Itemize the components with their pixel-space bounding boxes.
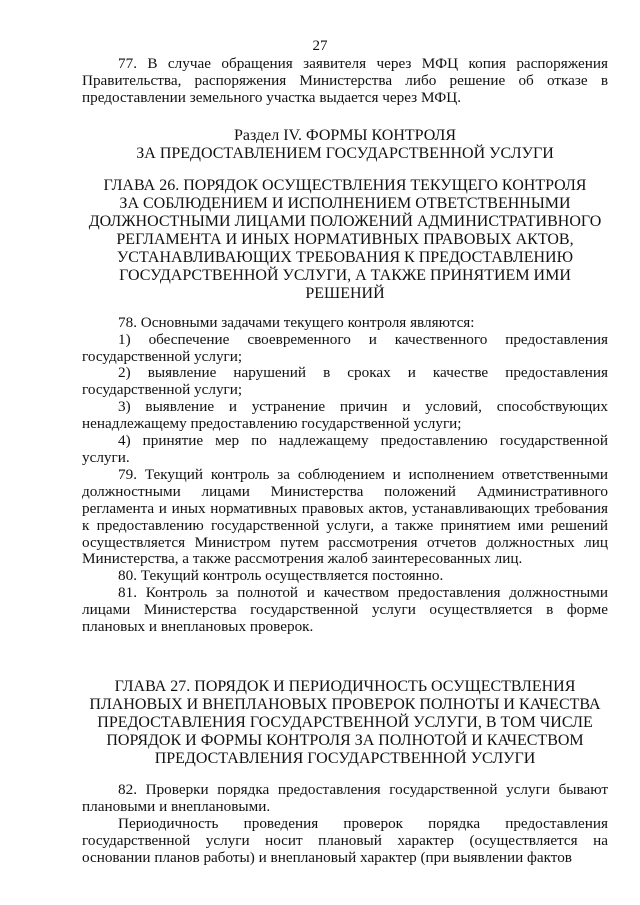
paragraph-78-item-2: 2) выявление нарушений в сроках и качестве предоставления государственной услуги; [82, 364, 608, 399]
chapter-title-line: ГЛАВА 26. ПОРЯДОК ОСУЩЕСТВЛЕНИЯ ТЕКУЩЕГО КОНТРОЛЯ [103, 176, 587, 194]
chapter-27-title [82, 678, 608, 768]
paragraph-80: 80. Текущий контроль осуществляется постоянно. [118, 567, 444, 585]
section-title-line: Раздел IV. ФОРМЫ КОНТРОЛЯ [233, 126, 457, 144]
chapter-title-line: ПРЕДОСТАВЛЕНИЯ ГОСУДАРСТВЕННОЙ УСЛУГИ, В ТОМ ЧИСЛЕ [97, 713, 593, 731]
paragraph-79: 79. Текущий контроль за соблюдением и исполнением ответственными должностными лицами Министерства положений Административного регламента и иных нормативных правовых актов, устанавливающих требования к предоставлению государственной услуги, а также принятием ими решений осуществляется Министром путем рассмотрения отчетов должностных лиц Министерства, а также рассмотрения жалоб заинтересованных лиц. [82, 465, 608, 568]
paragraph-78-item-4: 4) принятие мер по надлежащему предоставлению государственной услуги. [82, 432, 608, 466]
section-4-title [82, 127, 608, 163]
chapter-title-line: ГЛАВА 27. ПОРЯДОК И ПЕРИОДИЧНОСТЬ ОСУЩЕСТВЛЕНИЯ [114, 677, 576, 695]
chapter-26-title [82, 177, 608, 303]
paragraph-82: 82. Проверки порядка предоставления государственной услуги бывают плановыми и внеплановыми. [82, 780, 608, 815]
chapter-title-line: ПРЕДОСТАВЛЕНИЯ ГОСУДАРСТВЕННОЙ УСЛУГИ [154, 749, 536, 767]
chapter-title-line: ЗА СОБЛЮДЕНИЕМ И ИСПОЛНЕНИЕМ ОТВЕТСТВЕННЫМИ [119, 194, 571, 212]
paragraph-77: 77. В случае обращения заявителя через МФЦ копия распоряжения Правительства, распоряжения Министерства либо решение об отказе в предоставлении земельного участка выдается через МФЦ. [82, 55, 608, 106]
chapter-title-line: ПЛАНОВЫХ И ВНЕПЛАНОВЫХ ПРОВЕРОК ПОЛНОТЫ И КАЧЕСТВА [89, 695, 601, 713]
document-body [82, 56, 608, 866]
chapter-title-line: ДОЛЖНОСТНЫМИ ЛИЦАМИ ПОЛОЖЕНИЙ АДМИНИСТРАТИВНОГО [88, 212, 602, 230]
paragraph-78-item-1: 1) обеспечение своевременного и качественного предоставления государственной услуги; [82, 330, 608, 365]
paragraph-periodicity: Периодичность проведения проверок порядка предоставления государственной услуги носит плановый характер (осуществляется на основании планов работы) и внеплановый характер (при выявлении фактов [82, 814, 608, 866]
paragraph-78: 78. Основными задачами текущего контроля являются: [118, 313, 475, 331]
chapter-title-line: РЕГЛАМЕНТА И ИНЫХ НОРМАТИВНЫХ ПРАВОВЫХ АКТОВ, [116, 230, 574, 248]
chapter-title-line: ПОРЯДОК И ФОРМЫ КОНТРОЛЯ ЗА ПОЛНОТОЙ И КАЧЕСТВОМ [106, 731, 584, 749]
page-number: 27 [312, 38, 328, 54]
chapter-title-line: ГОСУДАРСТВЕННОЙ УСЛУГИ, А ТАКЖЕ ПРИНЯТИЕМ ИМИ РЕШЕНИЙ [119, 266, 571, 302]
chapter-title-line: УСТАНАВЛИВАЮЩИХ ТРЕБОВАНИЯ К ПРЕДОСТАВЛЕНИЮ [116, 248, 574, 266]
paragraph-78-item-3: 3) выявление и устранение причин и условий, способствующих ненадлежащему предоставлению государственной услуги; [82, 398, 608, 433]
section-title-line: ЗА ПРЕДОСТАВЛЕНИЕМ ГОСУДАРСТВЕННОЙ УСЛУГИ [136, 144, 554, 162]
paragraph-81: 81. Контроль за полнотой и качеством предоставления должностными лицами Министерства государственной услуги осуществляется в форме плановых и внеплановых проверок. [82, 584, 608, 636]
